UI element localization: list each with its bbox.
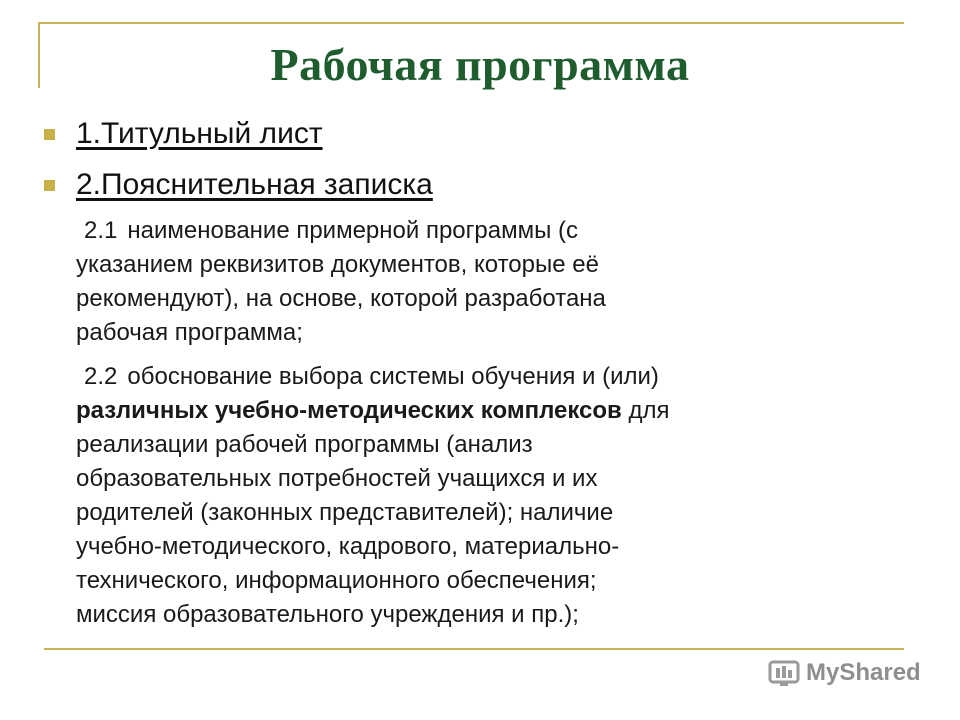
frame-top-line	[38, 22, 904, 24]
myshared-logo-icon	[768, 658, 800, 688]
bullet-item-title-page	[44, 114, 323, 154]
section-line: рабочая программа;	[76, 319, 303, 346]
slide-title: Рабочая программа	[270, 39, 690, 90]
section-number: 2.1	[84, 217, 118, 244]
bullet-item-explanatory-note	[44, 165, 433, 205]
section-2-1	[76, 214, 896, 350]
section-text: для	[621, 397, 670, 424]
section-2-2	[76, 360, 896, 632]
myshared-watermark	[768, 658, 921, 688]
square-bullet-icon	[44, 129, 55, 140]
bullet-label: 1.Титульный лист	[76, 117, 323, 150]
section-line: родителей (законных представителей); наличие	[76, 499, 614, 526]
watermark-text: MyShared	[806, 659, 921, 686]
section-line	[76, 360, 896, 394]
frame-bottom-line	[44, 648, 904, 650]
section-line: образовательных потребностей учащихся и их	[76, 465, 598, 492]
section-number: 2.2	[84, 363, 118, 390]
bullet-label: 2.Пояснительная записка	[76, 168, 433, 201]
section-line: миссия образовательного учреждения и пр.);	[76, 601, 579, 628]
section-line	[76, 214, 896, 248]
section-line: учебно-методического, кадрового, материально-	[76, 533, 620, 560]
section-line: рекомендуют), на основе, которой разработана	[76, 285, 606, 312]
square-bullet-icon	[44, 180, 55, 191]
section-text: обоснование выбора системы обучения и (или)	[127, 363, 659, 390]
section-text: наименование примерной программы (с	[127, 217, 579, 244]
section-line: указанием реквизитов документов, которые её	[76, 251, 599, 278]
section-line	[76, 394, 896, 428]
section-line: технического, информационного обеспечения;	[76, 567, 597, 594]
section-line: реализации рабочей программы (анализ	[76, 431, 533, 458]
bold-phrase: различных учебно-методических комплексов	[76, 397, 622, 424]
